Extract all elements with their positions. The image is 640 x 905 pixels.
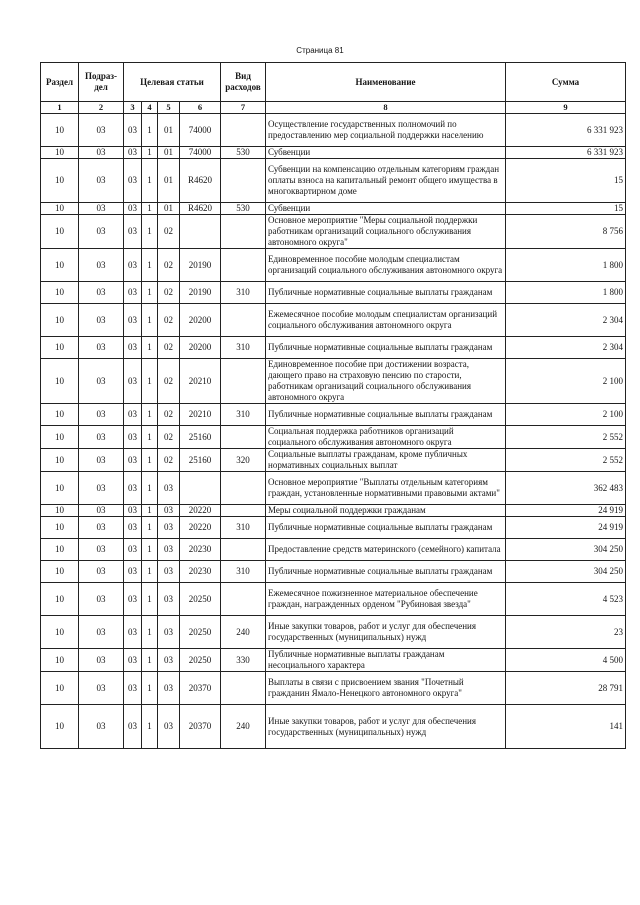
cell-razdel: 10 xyxy=(41,215,79,249)
table-row xyxy=(41,472,626,505)
cell-razdel: 10 xyxy=(41,705,79,749)
table-row xyxy=(41,583,626,616)
cell-cs-subprogram: 1 xyxy=(142,672,158,705)
cell-cs-subprogram: 1 xyxy=(142,472,158,505)
cell-cs-code: 20220 xyxy=(180,505,221,517)
cell-cs-event: 03 xyxy=(158,517,180,539)
cell-naimenovanie: Субвенции xyxy=(266,203,506,215)
cell-razdel: 10 xyxy=(41,649,79,672)
cell-razdel: 10 xyxy=(41,304,79,337)
header-naimenovanie: Наименование xyxy=(266,63,506,102)
cell-cs-code: 20250 xyxy=(180,649,221,672)
cell-podrazdel: 03 xyxy=(79,114,124,147)
cell-cs-code: 20220 xyxy=(180,517,221,539)
cell-vid-rashodov xyxy=(221,426,266,449)
cell-cs-code: 74000 xyxy=(180,147,221,159)
cell-podrazdel: 03 xyxy=(79,215,124,249)
cell-cs-event: 02 xyxy=(158,282,180,304)
cell-cs-code: 20210 xyxy=(180,404,221,426)
cell-podrazdel: 03 xyxy=(79,426,124,449)
cell-vid-rashodov xyxy=(221,114,266,147)
cell-cs-subprogram: 1 xyxy=(142,304,158,337)
cell-vid-rashodov: 310 xyxy=(221,404,266,426)
cell-razdel: 10 xyxy=(41,147,79,159)
cell-summa: 24 919 xyxy=(506,517,626,539)
cell-podrazdel: 03 xyxy=(79,147,124,159)
cell-cs-program: 03 xyxy=(124,449,142,472)
cell-razdel: 10 xyxy=(41,426,79,449)
cell-cs-event: 02 xyxy=(158,337,180,359)
cell-cs-code: 20370 xyxy=(180,672,221,705)
cell-summa: 15 xyxy=(506,159,626,203)
cell-naimenovanie: Субвенции на компенсацию отдельным категориям граждан оплаты взноса на капитальный ремонт общего имущества в многоквартирном доме xyxy=(266,159,506,203)
table-row xyxy=(41,426,626,449)
cell-naimenovanie: Основное мероприятие "Выплаты отдельным категориям граждан, установленные нормативными правовыми актами" xyxy=(266,472,506,505)
cell-naimenovanie: Ежемесячное пособие молодым специалистам организаций социального обслуживания автономного округа xyxy=(266,304,506,337)
cell-cs-subprogram: 1 xyxy=(142,517,158,539)
cell-cs-program: 03 xyxy=(124,649,142,672)
cell-cs-event: 03 xyxy=(158,649,180,672)
table-row xyxy=(41,359,626,404)
cell-cs-program: 03 xyxy=(124,672,142,705)
cell-cs-program: 03 xyxy=(124,705,142,749)
col-num: 5 xyxy=(158,102,180,114)
cell-summa: 23 xyxy=(506,616,626,649)
cell-podrazdel: 03 xyxy=(79,249,124,282)
cell-naimenovanie: Ежемесячное пожизненное материальное обеспечение граждан, награжденных орденом "Рубиновая звезда" xyxy=(266,583,506,616)
cell-cs-code: 74000 xyxy=(180,114,221,147)
cell-podrazdel: 03 xyxy=(79,359,124,404)
cell-cs-subprogram: 1 xyxy=(142,249,158,282)
cell-razdel: 10 xyxy=(41,517,79,539)
cell-cs-program: 03 xyxy=(124,215,142,249)
table-row xyxy=(41,249,626,282)
cell-podrazdel: 03 xyxy=(79,705,124,749)
cell-cs-subprogram: 1 xyxy=(142,404,158,426)
cell-cs-event: 02 xyxy=(158,359,180,404)
cell-razdel: 10 xyxy=(41,203,79,215)
cell-cs-event: 03 xyxy=(158,705,180,749)
table-body xyxy=(41,114,626,749)
cell-naimenovanie: Единовременное пособие молодым специалистам организаций социального обслуживания автономного округа xyxy=(266,249,506,282)
cell-cs-program: 03 xyxy=(124,426,142,449)
cell-summa: 1 800 xyxy=(506,282,626,304)
cell-podrazdel: 03 xyxy=(79,616,124,649)
cell-summa: 4 500 xyxy=(506,649,626,672)
table-row xyxy=(41,505,626,517)
header-summa: Сумма xyxy=(506,63,626,102)
cell-cs-program: 03 xyxy=(124,404,142,426)
col-num: 6 xyxy=(180,102,221,114)
cell-naimenovanie: Выплаты в связи с присвоением звания "Почетный гражданин Ямало-Ненецкого автономного округа" xyxy=(266,672,506,705)
cell-razdel: 10 xyxy=(41,337,79,359)
cell-summa: 28 791 xyxy=(506,672,626,705)
cell-razdel: 10 xyxy=(41,282,79,304)
cell-vid-rashodov xyxy=(221,215,266,249)
cell-vid-rashodov xyxy=(221,159,266,203)
cell-naimenovanie: Осуществление государственных полномочий по предоставлению мер социальной поддержки населению xyxy=(266,114,506,147)
cell-razdel: 10 xyxy=(41,159,79,203)
cell-razdel: 10 xyxy=(41,249,79,282)
cell-razdel: 10 xyxy=(41,616,79,649)
cell-naimenovanie: Публичные нормативные социальные выплаты гражданам xyxy=(266,561,506,583)
cell-cs-subprogram: 1 xyxy=(142,282,158,304)
cell-cs-subprogram: 1 xyxy=(142,203,158,215)
col-num: 8 xyxy=(266,102,506,114)
cell-cs-code: 20230 xyxy=(180,539,221,561)
cell-vid-rashodov xyxy=(221,672,266,705)
cell-naimenovanie: Иные закупки товаров, работ и услуг для обеспечения государственных (муниципальных) нужд xyxy=(266,705,506,749)
table-row xyxy=(41,337,626,359)
cell-summa: 4 523 xyxy=(506,583,626,616)
cell-cs-event: 02 xyxy=(158,404,180,426)
cell-vid-rashodov xyxy=(221,304,266,337)
cell-podrazdel: 03 xyxy=(79,472,124,505)
header-celevaya-statya: Целевая статьи xyxy=(124,63,221,102)
cell-vid-rashodov: 320 xyxy=(221,449,266,472)
cell-podrazdel: 03 xyxy=(79,672,124,705)
table-row xyxy=(41,649,626,672)
cell-cs-code: 20250 xyxy=(180,616,221,649)
cell-cs-event: 03 xyxy=(158,472,180,505)
cell-cs-subprogram: 1 xyxy=(142,705,158,749)
cell-podrazdel: 03 xyxy=(79,449,124,472)
cell-naimenovanie: Единовременное пособие при достижении возраста, дающего право на страховую пенсию по старости, работникам организаций социального обслуживания автономного округа xyxy=(266,359,506,404)
cell-summa: 304 250 xyxy=(506,561,626,583)
cell-cs-event: 01 xyxy=(158,114,180,147)
cell-cs-code: 20370 xyxy=(180,705,221,749)
table-row xyxy=(41,561,626,583)
cell-cs-program: 03 xyxy=(124,583,142,616)
cell-cs-code: 20210 xyxy=(180,359,221,404)
cell-razdel: 10 xyxy=(41,561,79,583)
cell-summa: 24 919 xyxy=(506,505,626,517)
cell-cs-subprogram: 1 xyxy=(142,505,158,517)
header-vid-rashodov: Вид расходов xyxy=(221,63,266,102)
cell-cs-program: 03 xyxy=(124,539,142,561)
cell-podrazdel: 03 xyxy=(79,517,124,539)
budget-table xyxy=(40,62,626,749)
cell-razdel: 10 xyxy=(41,114,79,147)
cell-naimenovanie: Основное мероприятие "Меры социальной поддержки работникам организаций социального обслуживания автономного округа" xyxy=(266,215,506,249)
cell-cs-program: 03 xyxy=(124,616,142,649)
cell-cs-event: 03 xyxy=(158,583,180,616)
page-number: Страница 81 xyxy=(296,46,344,55)
cell-cs-event: 02 xyxy=(158,249,180,282)
cell-podrazdel: 03 xyxy=(79,404,124,426)
cell-summa: 2 552 xyxy=(506,449,626,472)
cell-razdel: 10 xyxy=(41,672,79,705)
cell-naimenovanie: Публичные нормативные социальные выплаты гражданам xyxy=(266,404,506,426)
cell-cs-subprogram: 1 xyxy=(142,616,158,649)
cell-summa: 2 552 xyxy=(506,426,626,449)
cell-cs-subprogram: 1 xyxy=(142,337,158,359)
cell-summa: 6 331 923 xyxy=(506,114,626,147)
cell-summa: 1 800 xyxy=(506,249,626,282)
cell-podrazdel: 03 xyxy=(79,304,124,337)
cell-naimenovanie: Субвенции xyxy=(266,147,506,159)
cell-cs-code: 20190 xyxy=(180,282,221,304)
table-row xyxy=(41,539,626,561)
table-row xyxy=(41,672,626,705)
cell-cs-program: 03 xyxy=(124,282,142,304)
cell-cs-program: 03 xyxy=(124,561,142,583)
cell-cs-event: 01 xyxy=(158,203,180,215)
cell-cs-code: R4620 xyxy=(180,159,221,203)
cell-summa: 362 483 xyxy=(506,472,626,505)
cell-vid-rashodov xyxy=(221,359,266,404)
cell-vid-rashodov xyxy=(221,249,266,282)
cell-vid-rashodov xyxy=(221,539,266,561)
cell-razdel: 10 xyxy=(41,539,79,561)
cell-razdel: 10 xyxy=(41,583,79,616)
cell-vid-rashodov: 530 xyxy=(221,147,266,159)
cell-razdel: 10 xyxy=(41,404,79,426)
col-num: 4 xyxy=(142,102,158,114)
cell-cs-event: 03 xyxy=(158,616,180,649)
cell-cs-event: 02 xyxy=(158,304,180,337)
cell-cs-subprogram: 1 xyxy=(142,539,158,561)
cell-cs-subprogram: 1 xyxy=(142,426,158,449)
cell-razdel: 10 xyxy=(41,505,79,517)
cell-vid-rashodov: 330 xyxy=(221,649,266,672)
cell-cs-code: 20250 xyxy=(180,583,221,616)
cell-vid-rashodov: 310 xyxy=(221,282,266,304)
cell-cs-program: 03 xyxy=(124,249,142,282)
cell-cs-subprogram: 1 xyxy=(142,215,158,249)
cell-naimenovanie: Публичные нормативные социальные выплаты гражданам xyxy=(266,282,506,304)
cell-naimenovanie: Публичные нормативные социальные выплаты гражданам xyxy=(266,337,506,359)
cell-summa: 8 756 xyxy=(506,215,626,249)
cell-summa: 2 100 xyxy=(506,359,626,404)
cell-summa: 2 304 xyxy=(506,304,626,337)
cell-podrazdel: 03 xyxy=(79,505,124,517)
header-row xyxy=(41,63,626,102)
cell-razdel: 10 xyxy=(41,359,79,404)
cell-cs-code xyxy=(180,472,221,505)
table-row xyxy=(41,705,626,749)
col-num: 9 xyxy=(506,102,626,114)
cell-cs-subprogram: 1 xyxy=(142,159,158,203)
table-row xyxy=(41,404,626,426)
cell-podrazdel: 03 xyxy=(79,203,124,215)
cell-vid-rashodov: 310 xyxy=(221,517,266,539)
cell-podrazdel: 03 xyxy=(79,282,124,304)
header-razdel: Раздел xyxy=(41,63,79,102)
table-row xyxy=(41,203,626,215)
cell-cs-subprogram: 1 xyxy=(142,114,158,147)
table-row xyxy=(41,147,626,159)
table-row xyxy=(41,159,626,203)
cell-cs-code: 20200 xyxy=(180,337,221,359)
cell-summa: 2 100 xyxy=(506,404,626,426)
cell-podrazdel: 03 xyxy=(79,583,124,616)
cell-vid-rashodov: 240 xyxy=(221,616,266,649)
cell-cs-program: 03 xyxy=(124,517,142,539)
cell-naimenovanie: Иные закупки товаров, работ и услуг для обеспечения государственных (муниципальных) нужд xyxy=(266,616,506,649)
table-row xyxy=(41,449,626,472)
cell-vid-rashodov xyxy=(221,583,266,616)
cell-cs-code xyxy=(180,215,221,249)
cell-naimenovanie: Меры социальной поддержки гражданам xyxy=(266,505,506,517)
cell-podrazdel: 03 xyxy=(79,649,124,672)
cell-cs-subprogram: 1 xyxy=(142,359,158,404)
cell-naimenovanie: Предоставление средств материнского (семейного) капитала xyxy=(266,539,506,561)
cell-cs-event: 03 xyxy=(158,505,180,517)
table-row xyxy=(41,282,626,304)
cell-cs-program: 03 xyxy=(124,304,142,337)
cell-summa: 6 331 923 xyxy=(506,147,626,159)
cell-naimenovanie: Публичные нормативные выплаты гражданам несоциального характера xyxy=(266,649,506,672)
cell-cs-event: 02 xyxy=(158,426,180,449)
cell-vid-rashodov xyxy=(221,505,266,517)
cell-vid-rashodov: 530 xyxy=(221,203,266,215)
cell-summa: 141 xyxy=(506,705,626,749)
cell-cs-subprogram: 1 xyxy=(142,561,158,583)
col-num: 7 xyxy=(221,102,266,114)
cell-cs-subprogram: 1 xyxy=(142,449,158,472)
cell-cs-event: 03 xyxy=(158,672,180,705)
cell-cs-program: 03 xyxy=(124,359,142,404)
cell-summa: 15 xyxy=(506,203,626,215)
cell-cs-event: 02 xyxy=(158,215,180,249)
cell-cs-code: R4620 xyxy=(180,203,221,215)
cell-podrazdel: 03 xyxy=(79,539,124,561)
cell-summa: 2 304 xyxy=(506,337,626,359)
cell-cs-event: 01 xyxy=(158,147,180,159)
cell-cs-event: 03 xyxy=(158,539,180,561)
cell-cs-code: 25160 xyxy=(180,426,221,449)
col-num: 3 xyxy=(124,102,142,114)
cell-vid-rashodov: 310 xyxy=(221,561,266,583)
table-row xyxy=(41,114,626,147)
col-num: 1 xyxy=(41,102,79,114)
table-row xyxy=(41,304,626,337)
cell-cs-program: 03 xyxy=(124,114,142,147)
cell-cs-event: 01 xyxy=(158,159,180,203)
cell-naimenovanie: Социальная поддержка работников организаций социального обслуживания автономного округа xyxy=(266,426,506,449)
cell-cs-code: 20200 xyxy=(180,304,221,337)
cell-cs-subprogram: 1 xyxy=(142,147,158,159)
cell-vid-rashodov xyxy=(221,472,266,505)
cell-cs-event: 02 xyxy=(158,449,180,472)
cell-podrazdel: 03 xyxy=(79,337,124,359)
cell-naimenovanie: Публичные нормативные социальные выплаты гражданам xyxy=(266,517,506,539)
cell-vid-rashodov: 310 xyxy=(221,337,266,359)
cell-cs-subprogram: 1 xyxy=(142,583,158,616)
table-row xyxy=(41,616,626,649)
cell-cs-code: 20230 xyxy=(180,561,221,583)
cell-vid-rashodov: 240 xyxy=(221,705,266,749)
cell-cs-program: 03 xyxy=(124,203,142,215)
cell-razdel: 10 xyxy=(41,472,79,505)
header-podrazdel: Подраз-дел xyxy=(79,63,124,102)
col-num: 2 xyxy=(79,102,124,114)
cell-cs-program: 03 xyxy=(124,159,142,203)
table-row xyxy=(41,215,626,249)
cell-cs-subprogram: 1 xyxy=(142,649,158,672)
cell-cs-event: 03 xyxy=(158,561,180,583)
cell-cs-program: 03 xyxy=(124,472,142,505)
cell-cs-program: 03 xyxy=(124,147,142,159)
cell-razdel: 10 xyxy=(41,449,79,472)
cell-cs-program: 03 xyxy=(124,337,142,359)
cell-naimenovanie: Социальные выплаты гражданам, кроме публичных нормативных социальных выплат xyxy=(266,449,506,472)
cell-cs-code: 20190 xyxy=(180,249,221,282)
table-row xyxy=(41,517,626,539)
cell-podrazdel: 03 xyxy=(79,159,124,203)
column-number-row xyxy=(41,102,626,114)
cell-podrazdel: 03 xyxy=(79,561,124,583)
cell-summa: 304 250 xyxy=(506,539,626,561)
cell-cs-code: 25160 xyxy=(180,449,221,472)
cell-cs-program: 03 xyxy=(124,505,142,517)
